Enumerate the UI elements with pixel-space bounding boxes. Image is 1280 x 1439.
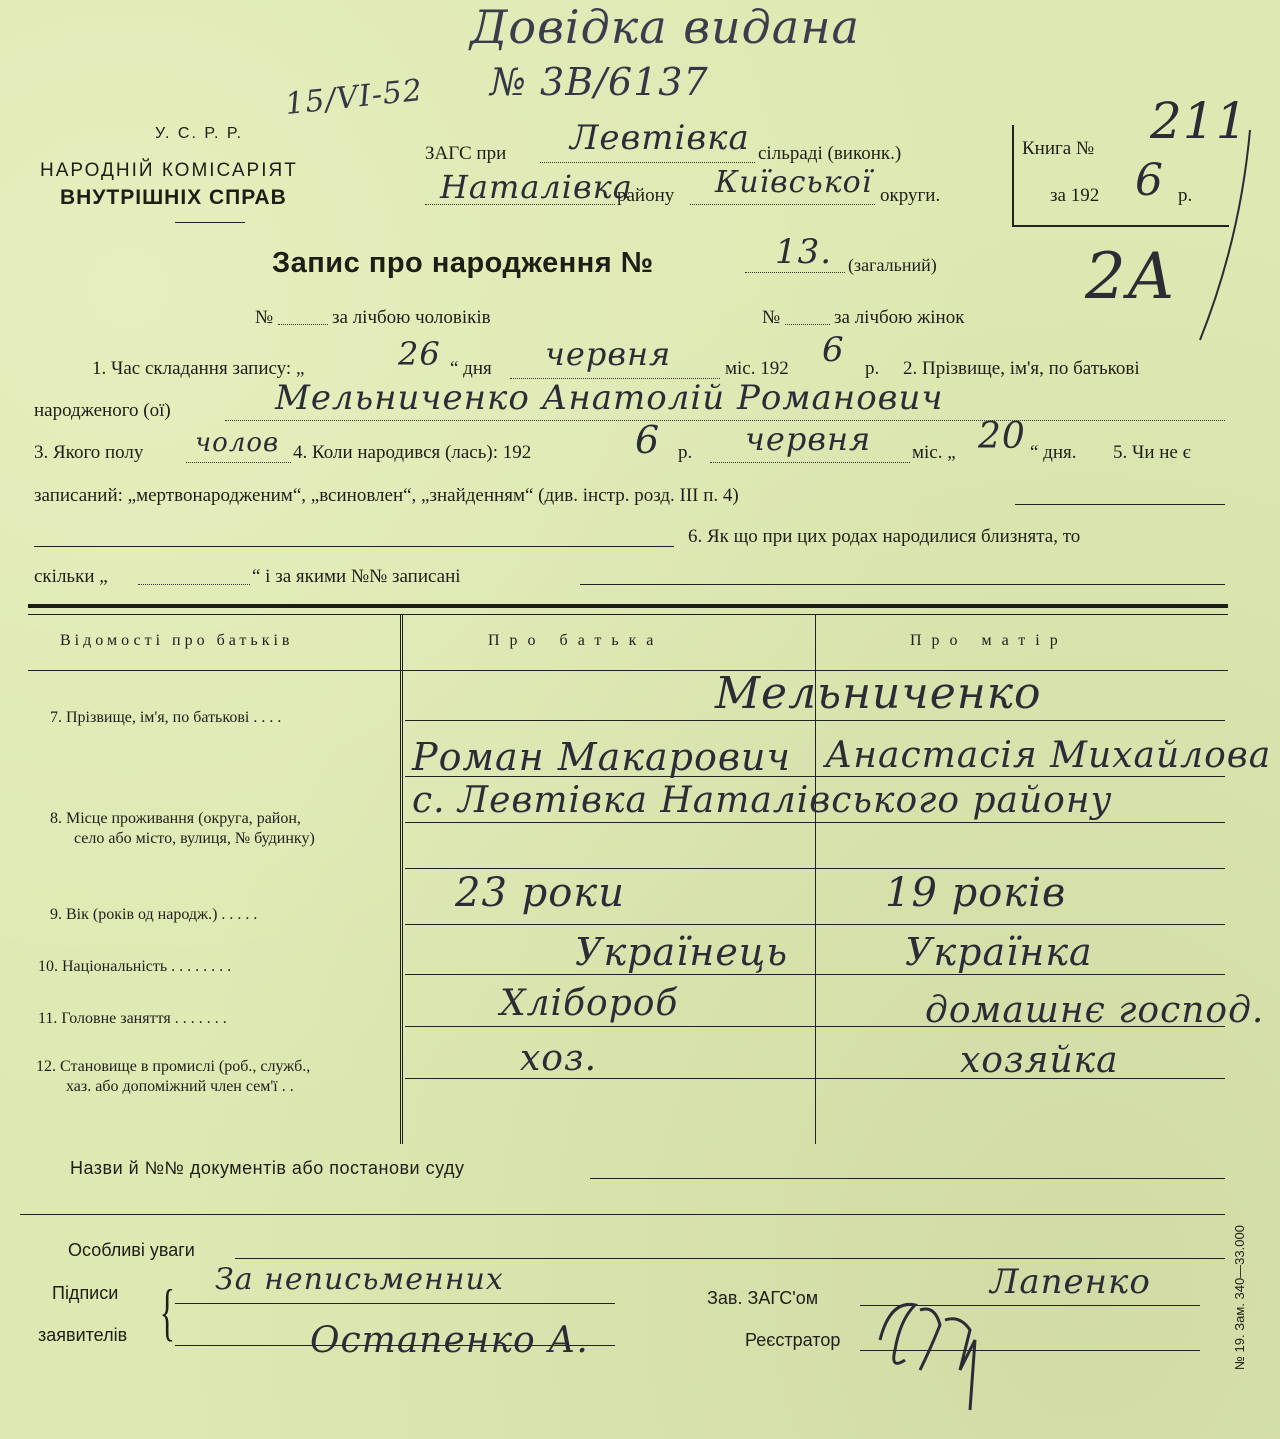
- men-line: [278, 324, 328, 325]
- signature-1-hw: За неписьменних: [215, 1262, 504, 1297]
- okruha-suffix: округи.: [880, 185, 941, 206]
- table-header-rule: [28, 670, 1228, 671]
- margin-note-number: № 3В/6137: [490, 60, 709, 104]
- father-nat-hw: Українець: [575, 930, 789, 974]
- mother-occ-hw: домашнє господ.: [925, 990, 1265, 1031]
- row8-line-b: [405, 868, 1225, 869]
- okruha-hw: Київської: [715, 165, 873, 200]
- docs-line: [590, 1178, 1225, 1179]
- col-info: Відомості про батьків: [60, 632, 294, 649]
- field4-month-line: [710, 462, 910, 463]
- field5-label: 5. Чи не є: [1113, 442, 1191, 463]
- father-name-hw: Роман Макарович: [412, 735, 792, 779]
- field4-month-hw: червня: [745, 420, 872, 458]
- record-title: Запис про народження №: [272, 247, 654, 279]
- row12-label-a: 12. Становище в промислі (роб., служб.,: [36, 1058, 311, 1075]
- mother-name-hw: Анастасія Михайлова: [825, 735, 1272, 776]
- mother-nat-hw: Українка: [905, 930, 1093, 974]
- row12-label-b: хаз. або допоміжний член сем'ї . .: [66, 1078, 294, 1095]
- father-age-hw: 23 роки: [455, 870, 625, 916]
- field3-hw: чолов: [195, 428, 280, 458]
- registrar-signature: [860, 1280, 1010, 1420]
- field5-cont: записаний: „мертвонародженим“, „всиновлен“, „знайденням“ (див. інстр. розд. III п. 4): [34, 485, 739, 506]
- zags-label: ЗАГС при: [425, 143, 507, 164]
- field2-line: [225, 420, 1225, 421]
- field6-count-line: [138, 584, 250, 585]
- row8-line: [405, 822, 1225, 823]
- field3-label: 3. Якого полу: [34, 442, 144, 463]
- field6-line-a: [34, 546, 674, 547]
- book-year-hw: 6: [1135, 155, 1164, 206]
- field6-cont2: “ і за якими №№ записані: [252, 566, 461, 587]
- head-hw: Лапенко: [990, 1262, 1151, 1302]
- header-commissariat: НАРОДНІЙ КОМІСАРІЯТ: [40, 160, 298, 181]
- record-number-hw: 13.: [775, 232, 833, 272]
- margin-note-date: 15/VI-52: [283, 72, 425, 123]
- field4-day: “ дня.: [1030, 442, 1077, 463]
- table-rule-top-thin: [28, 614, 1228, 615]
- signatures-brace: {: [159, 1276, 176, 1347]
- row8-label-b: село або місто, вулиця, № будинку): [74, 830, 315, 847]
- row7-label: 7. Прізвище, ім'я, по батькові . . . .: [50, 709, 282, 726]
- row10-line: [405, 974, 1225, 975]
- village-line: [540, 162, 755, 163]
- row9-label: 9. Вік (років од народж.) . . . . .: [50, 906, 258, 923]
- field4-year-hw: 6: [635, 418, 661, 462]
- women-count: за лічбою жінок: [834, 307, 965, 328]
- head-label: Зав. ЗАГС'ом: [707, 1288, 819, 1308]
- okruha-line: [690, 204, 875, 205]
- women-line: [785, 324, 830, 325]
- men-count: за лічбою чоловіків: [332, 307, 491, 328]
- raion-suffix: району: [617, 185, 675, 206]
- field1-day: “ дня: [450, 358, 492, 379]
- row7-line: [405, 720, 1225, 721]
- father-occ-hw: Хлібороб: [500, 983, 679, 1024]
- field4-r: р.: [678, 442, 693, 463]
- book-r: р.: [1178, 185, 1193, 206]
- field2-label: 2. Прізвище, ім'я, по батькові: [903, 358, 1140, 379]
- col-mother: Про матір: [910, 632, 1068, 649]
- field2-hw: Мельниченко Анатолій Романович: [275, 378, 944, 418]
- notes-label: Особливі уваги: [68, 1240, 195, 1260]
- field1-month-hw: червня: [545, 335, 672, 373]
- surname-hw: Мельниченко: [715, 668, 1042, 719]
- registrar-label: Реєстратор: [745, 1330, 841, 1350]
- margin-stroke: [1180, 120, 1270, 350]
- field2-cont: народженого (ої): [34, 400, 171, 421]
- margin-note-right: 2А: [1085, 240, 1177, 314]
- book-year-label: за 192: [1050, 185, 1100, 206]
- signature-2-hw: Остапенко А.: [310, 1320, 589, 1361]
- mother-pos-hw: хозяйка: [960, 1040, 1119, 1081]
- table-rule-top: [28, 604, 1228, 608]
- raion-hw: Наталівка: [440, 168, 633, 206]
- village-suffix: сільраді (виконк.): [758, 143, 902, 164]
- docs-label: Назви й №№ документів або постанови суду: [70, 1158, 465, 1178]
- field1-label: 1. Час складання запису: „: [92, 358, 305, 379]
- field1-year-hw: 6: [822, 330, 845, 370]
- field1-mis: міс. 192: [725, 358, 789, 379]
- record-number-line: [745, 272, 845, 273]
- field5-line: [1015, 504, 1225, 505]
- field4-mis: міс. „: [912, 442, 956, 463]
- record-general: (загальний): [848, 255, 937, 275]
- field3-line: [186, 462, 291, 463]
- signatures-label-a: Підписи: [52, 1283, 119, 1303]
- margin-note-top: Довідка видана: [470, 0, 860, 54]
- field4-day-hw: 20: [978, 416, 1026, 457]
- field6-cont1: скільки „: [34, 566, 108, 587]
- book-label: Книга №: [1022, 138, 1095, 159]
- col-divider-1: [400, 614, 403, 1144]
- row8-label-a: 8. Місце проживання (округа, район,: [50, 810, 301, 827]
- col-father: Про батька: [488, 632, 664, 649]
- print-info: № 19. Зам. 340—33.000: [1232, 1225, 1247, 1370]
- signatures-label-b: заявителів: [38, 1325, 128, 1345]
- row10-label: 10. Національність . . . . . . . .: [38, 958, 232, 975]
- field6-line-b: [580, 584, 1225, 585]
- header-divider: [175, 222, 245, 223]
- signature-line-1: [175, 1303, 615, 1304]
- men-no: №: [255, 307, 274, 328]
- row9-line: [405, 924, 1225, 925]
- father-place-hw: с. Левтівка Наталівського району: [412, 780, 1113, 821]
- village-hw: Левтівка: [570, 118, 750, 158]
- row11-label: 11. Головне заняття . . . . . . .: [38, 1010, 227, 1027]
- notes-line: [235, 1258, 1225, 1259]
- header-ussr: У. С. Р. Р.: [155, 125, 244, 142]
- field1-day-hw: 26: [398, 335, 441, 373]
- mother-age-hw: 19 років: [885, 870, 1067, 916]
- book-number-hw: 211: [1150, 92, 1249, 150]
- women-no: №: [762, 307, 781, 328]
- field1-r: р.: [865, 358, 880, 379]
- field6-label: 6. Як що при цих родах народилися близнята, то: [688, 526, 1081, 547]
- header-ministry: ВНУТРІШНІХ СПРАВ: [60, 186, 287, 209]
- field4-label: 4. Коли народився (лась): 192: [293, 442, 532, 463]
- docs-line-2: [20, 1214, 1225, 1215]
- father-pos-hw: хоз.: [520, 1038, 598, 1079]
